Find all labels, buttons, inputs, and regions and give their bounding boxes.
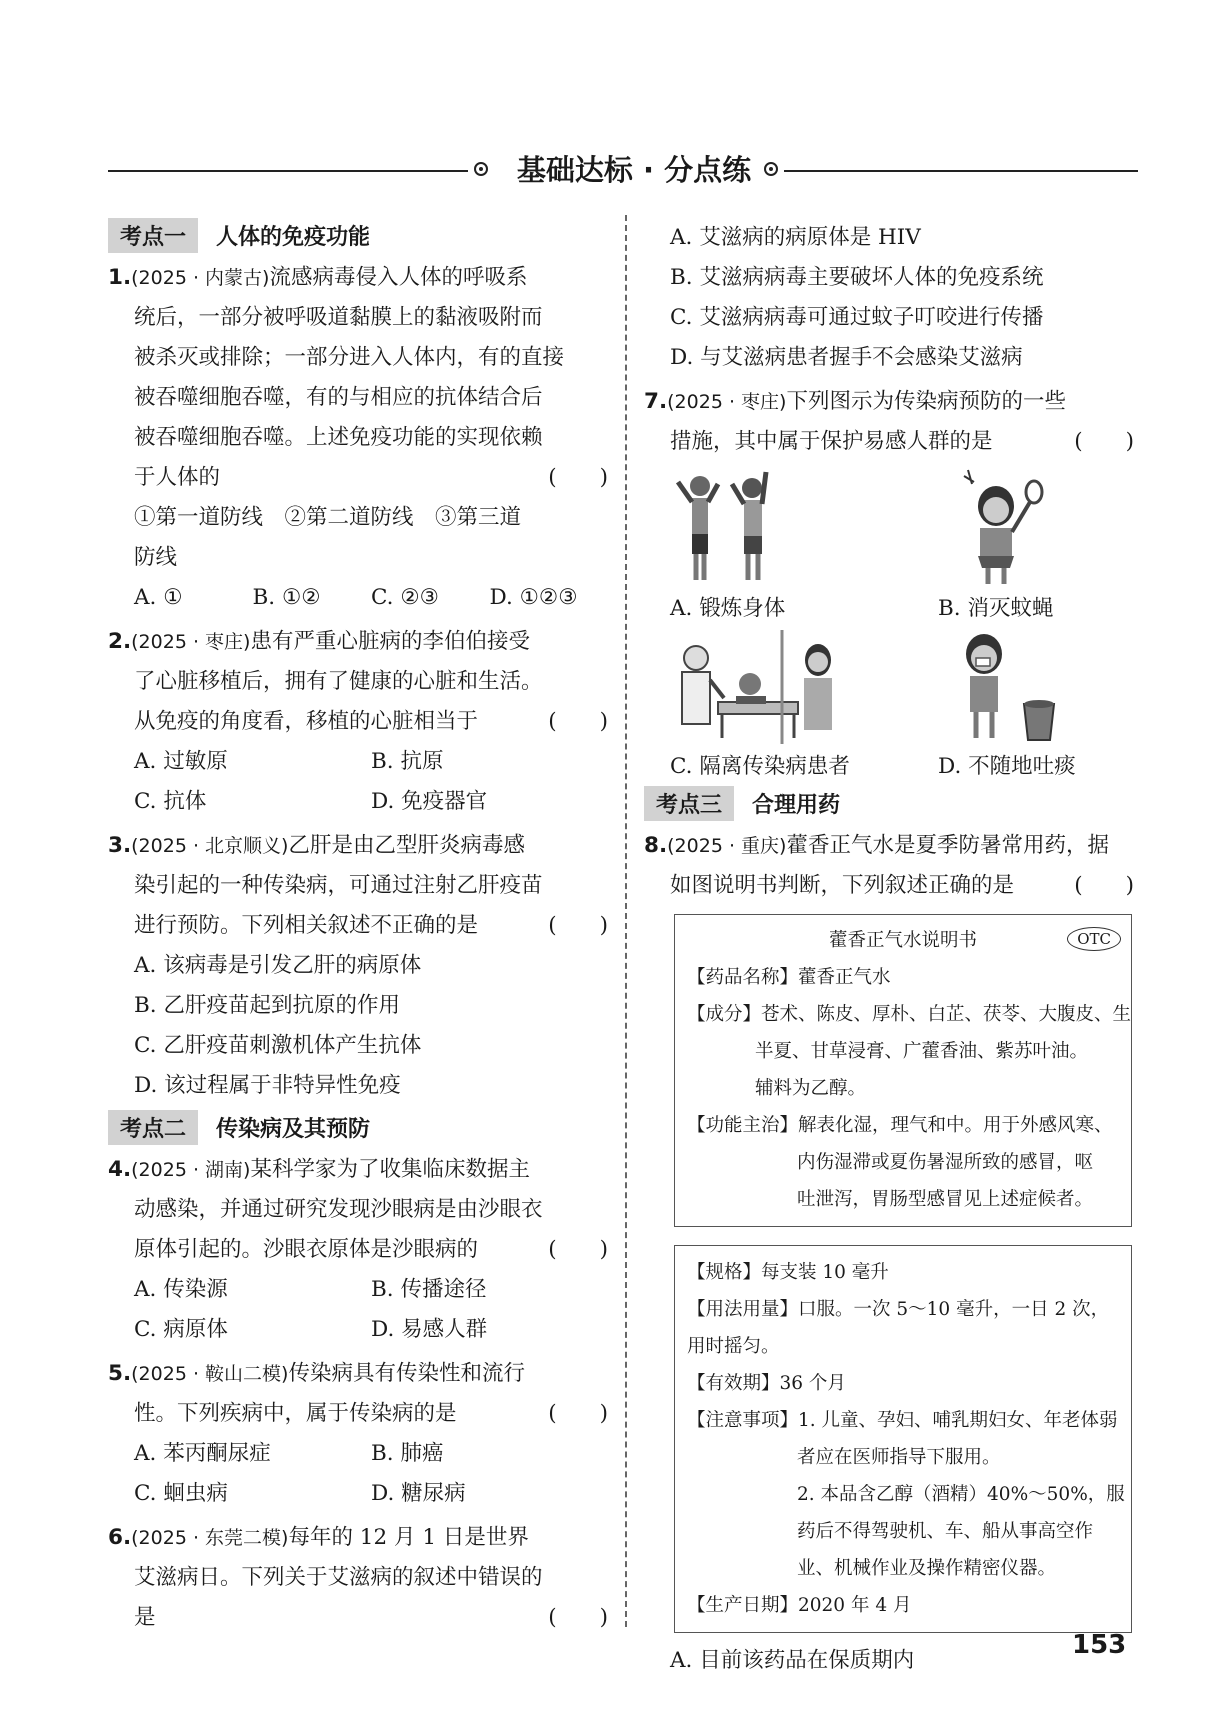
- question-item: 防线: [134, 545, 178, 570]
- leaflet-line: 【药品名称】藿香正气水: [687, 967, 891, 988]
- figure-option-c[interactable]: [670, 624, 938, 782]
- question-number: 6.: [108, 1525, 132, 1550]
- kp-badge: 考点二: [108, 1110, 198, 1145]
- header-rule-right: [784, 170, 1138, 172]
- exercising-children-icon: [670, 466, 800, 590]
- option-c[interactable]: C. 抗体: [134, 789, 207, 814]
- header-bullet-right-icon: [764, 162, 778, 176]
- question-text: 传染病具有传染性和流行: [288, 1361, 525, 1386]
- option-c[interactable]: C. 病原体: [134, 1317, 228, 1342]
- option-b[interactable]: B. 抗原: [371, 749, 444, 774]
- option-d[interactable]: D. 易感人群: [371, 1317, 488, 1342]
- figure-caption: A. 锻炼身体: [670, 596, 786, 621]
- question-3: [108, 826, 608, 1106]
- question-text: 患有严重心脏病的李伯伯接受: [250, 629, 530, 654]
- question-text: 进行预防。下列相关叙述不正确的是: [134, 913, 479, 938]
- option-d[interactable]: D. 与艾滋病患者握手不会感染艾滋病: [670, 345, 1023, 370]
- question-source: (2025 · 东莞二模): [131, 1527, 289, 1549]
- question-source: (2025 · 内蒙古): [131, 267, 270, 289]
- question-text: 染引起的一种传染病，可通过注射乙肝疫苗: [134, 873, 543, 898]
- section-header: [108, 150, 1138, 190]
- answer-paren: ( ): [548, 465, 608, 490]
- question-text: 原体引起的。沙眼衣原体是沙眼病的: [134, 1237, 479, 1262]
- question-text: 动感染，并通过研究发现沙眼病是由沙眼衣: [134, 1197, 543, 1222]
- question-source: (2025 · 重庆): [667, 835, 787, 857]
- page-number: 153: [1072, 1630, 1127, 1660]
- leaflet-title: 藿香正气水说明书: [828, 930, 977, 951]
- question-text: 流感病毒侵入人体的呼吸系: [269, 265, 528, 290]
- otc-badge: OTC: [1067, 927, 1121, 951]
- option-b[interactable]: B. 传播途径: [371, 1277, 487, 1302]
- question-text: 被吞噬细胞吞噬。上述免疫功能的实现依赖: [134, 425, 543, 450]
- question-number: 1.: [108, 265, 132, 290]
- question-source: (2025 · 枣庄): [131, 631, 251, 653]
- option-a[interactable]: A. 传染源: [134, 1277, 228, 1302]
- option-c[interactable]: C. 艾滋病病毒可通过蚊子叮咬进行传播: [670, 305, 1044, 330]
- question-text: 是: [134, 1605, 156, 1630]
- question-source: (2025 · 北京顺义): [131, 835, 289, 857]
- leaflet-line: 用时摇匀。: [687, 1336, 780, 1357]
- option-d[interactable]: D. ①②③: [489, 585, 578, 610]
- question-text: 性。下列疾病中，属于传染病的是: [134, 1401, 457, 1426]
- header-bullet-left-icon: [474, 162, 488, 176]
- answer-paren: ( ): [548, 1605, 608, 1630]
- figure-option-b[interactable]: [938, 466, 1160, 624]
- option-c[interactable]: C. 乙肝疫苗刺激机体产生抗体: [134, 1033, 422, 1058]
- kp-title: 合理用药: [752, 792, 841, 818]
- kp-title: 人体的免疫功能: [216, 224, 371, 250]
- option-b[interactable]: B. 艾滋病病毒主要破坏人体的免疫系统: [670, 265, 1044, 290]
- option-b[interactable]: B. ①②: [252, 585, 321, 610]
- option-d[interactable]: D. 糖尿病: [371, 1481, 466, 1506]
- question-5: [108, 1354, 608, 1514]
- question-text: 某科学家为了收集临床数据主: [250, 1157, 530, 1182]
- leaflet-line: 2. 本品含乙醇（酒精）40%～50%，服: [797, 1484, 1125, 1505]
- figure-caption: C. 隔离传染病患者: [670, 754, 850, 779]
- question-number: 8.: [644, 833, 668, 858]
- question-text: 藿香正气水是夏季防暑常用药，据: [786, 833, 1109, 858]
- leaflet-line: 【成分】苍术、陈皮、厚朴、白芷、茯苓、大腹皮、生: [687, 1004, 1132, 1025]
- leaflet-line: 辅料为乙醇。: [755, 1078, 867, 1099]
- leaflet-line: 【功能主治】解表化湿，理气和中。用于外感风寒、: [687, 1115, 1113, 1136]
- question-7: [644, 382, 1134, 782]
- question-number: 2.: [108, 629, 132, 654]
- question-source: (2025 · 枣庄): [667, 391, 787, 413]
- question-number: 5.: [108, 1361, 132, 1386]
- child-spitting-in-bin-icon: [938, 624, 1068, 748]
- question-number: 7.: [644, 389, 668, 414]
- option-a[interactable]: A. 艾滋病的病原体是 HIV: [670, 225, 921, 250]
- leaflet-line: 【用法用量】口服。一次 5～10 毫升，一日 2 次，: [687, 1299, 1110, 1320]
- answer-paren: ( ): [548, 913, 608, 938]
- question-number: 3.: [108, 833, 132, 858]
- kp-title: 传染病及其预防: [216, 1116, 371, 1142]
- figure-grid: [644, 466, 1134, 782]
- knowledge-point-1: [108, 218, 608, 252]
- question-text: 措施，其中属于保护易感人群的是: [670, 429, 993, 454]
- column-divider: [625, 215, 627, 1627]
- question-source: (2025 · 鞍山二模): [131, 1363, 289, 1385]
- question-text: 下列图示为传染病预防的一些: [786, 389, 1066, 414]
- question-text: 于人体的: [134, 465, 221, 490]
- question-text: 了心脏移植后，拥有了健康的心脏和生活。: [134, 669, 543, 694]
- medicine-leaflet-1: [674, 914, 1132, 1227]
- option-a[interactable]: A. ①: [134, 585, 183, 610]
- option-c[interactable]: C. ②③: [371, 585, 439, 610]
- question-6-options: [644, 218, 1134, 378]
- leaflet-line: 半夏、甘草浸膏、广藿香油、紫苏叶油。: [755, 1041, 1089, 1062]
- question-item: ①第一道防线 ②第二道防线 ③第三道: [134, 505, 522, 530]
- question-number: 4.: [108, 1157, 132, 1182]
- answer-paren: ( ): [548, 1401, 608, 1426]
- header-rule-left: [108, 170, 468, 172]
- figure-caption: D. 不随地吐痰: [938, 754, 1076, 779]
- question-8: [644, 826, 1134, 1681]
- question-text: 被吞噬细胞吞噬，有的与相应的抗体结合后: [134, 385, 543, 410]
- question-text: 乙肝是由乙型肝炎病毒感: [288, 833, 525, 858]
- leaflet-line: 内伤湿滞或夏伤暑湿所致的感冒，呕: [797, 1152, 1094, 1173]
- leaflet-line: 吐泄泻，胃肠型感冒见上述症候者。: [797, 1189, 1094, 1210]
- leaflet-line: 药后不得驾驶机、车、船从事高空作: [797, 1521, 1094, 1542]
- isolated-patient-icon: [670, 624, 840, 748]
- answer-paren: ( ): [548, 709, 608, 734]
- question-2: [108, 622, 608, 822]
- question-text: 从免疫的角度看，移植的心脏相当于: [134, 709, 479, 734]
- option-c[interactable]: C. 蛔虫病: [134, 1481, 228, 1506]
- option-a[interactable]: A. 该病毒是引发乙肝的病原体: [134, 953, 422, 978]
- question-source: (2025 · 湖南): [131, 1159, 251, 1181]
- question-text: 每年的 12 月 1 日是世界: [288, 1525, 529, 1550]
- kp-badge: 考点三: [644, 786, 734, 821]
- question-6: [108, 1518, 608, 1638]
- leaflet-line: 业、机械作业及操作精密仪器。: [797, 1558, 1057, 1579]
- leaflet-line: 【生产日期】2020 年 4 月: [687, 1595, 912, 1616]
- girl-swatting-mosquito-icon: [938, 466, 1068, 590]
- question-text: 统后，一部分被呼吸道黏膜上的黏液吸附而: [134, 305, 543, 330]
- answer-paren: ( ): [1074, 429, 1134, 454]
- leaflet-line: 【规格】每支装 10 毫升: [687, 1262, 889, 1283]
- question-text: 艾滋病日。下列关于艾滋病的叙述中错误的: [134, 1565, 543, 1590]
- figure-caption: B. 消灭蚊蝇: [938, 596, 1054, 621]
- question-1: [108, 258, 608, 618]
- left-column: [108, 218, 608, 1642]
- section-title: 基础达标 · 分点练: [516, 153, 752, 187]
- leaflet-line: 【注意事项】1. 儿童、孕妇、哺乳期妇女、年老体弱: [687, 1410, 1118, 1431]
- question-text: 被杀灭或排除；一部分进入人体内，有的直接: [134, 345, 565, 370]
- option-d[interactable]: D. 免疫器官: [371, 789, 488, 814]
- right-column: [644, 218, 1134, 1685]
- option-b[interactable]: B. 乙肝疫苗起到抗原的作用: [134, 993, 400, 1018]
- figure-option-d[interactable]: [938, 624, 1160, 782]
- knowledge-point-3: [644, 786, 1134, 820]
- kp-badge: 考点一: [108, 218, 198, 253]
- figure-option-a[interactable]: [670, 466, 938, 624]
- option-a[interactable]: A. 过敏原: [134, 749, 228, 774]
- option-a[interactable]: A. 目前该药品在保质期内: [670, 1648, 915, 1673]
- question-text: 如图说明书判断，下列叙述正确的是: [670, 873, 1015, 898]
- option-b[interactable]: B. 肺癌: [371, 1441, 444, 1466]
- option-d[interactable]: D. 该过程属于非特异性免疫: [134, 1073, 401, 1098]
- answer-paren: ( ): [1074, 873, 1134, 898]
- knowledge-point-2: [108, 1110, 608, 1144]
- answer-paren: ( ): [548, 1237, 608, 1262]
- medicine-leaflet-2: [674, 1245, 1132, 1633]
- leaflet-line: 【有效期】36 个月: [687, 1373, 846, 1394]
- option-a[interactable]: A. 苯丙酮尿症: [134, 1441, 271, 1466]
- question-4: [108, 1150, 608, 1350]
- leaflet-line: 者应在医师指导下服用。: [797, 1447, 1001, 1468]
